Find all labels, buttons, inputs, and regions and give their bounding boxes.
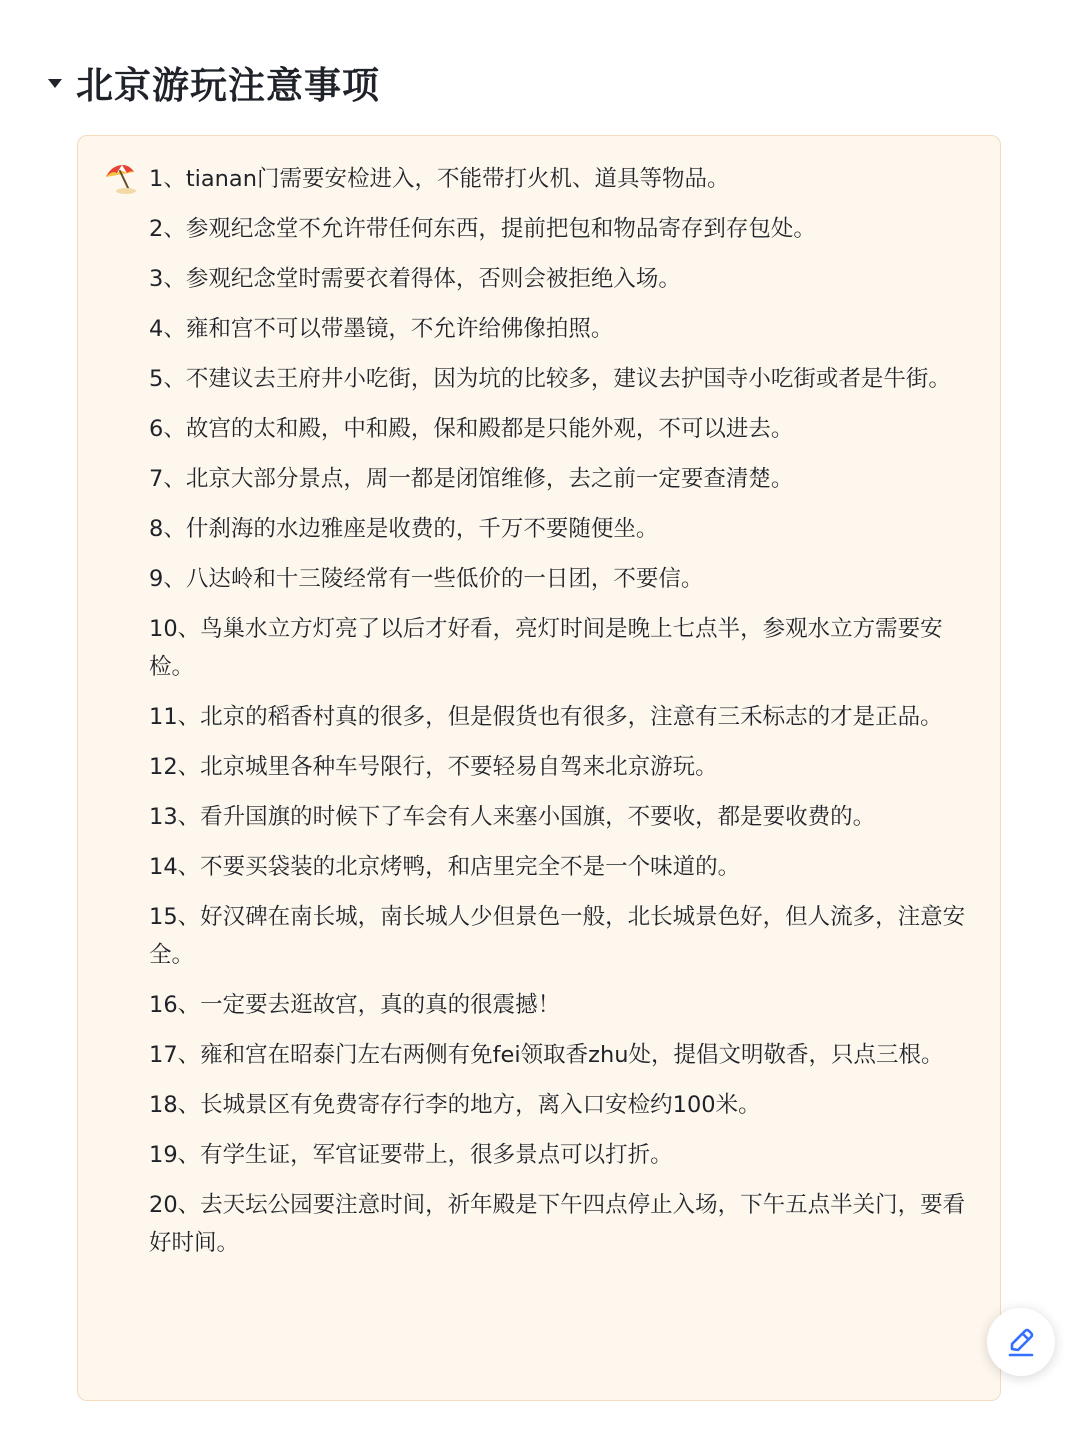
list-item: 15、好汉碑在南长城，南长城人少但景色一般，北长城景色好，但人流多，注意安全。: [149, 904, 966, 968]
list-item: 13、看升国旗的时候下了车会有人来塞小国旗，不要收，都是要收费的。: [149, 804, 876, 830]
list-item: 8、什刹海的水边雅座是收费的，千万不要随便坐。: [149, 516, 659, 542]
list-item: 6、故宫的太和殿，中和殿，保和殿都是只能外观，不可以进去。: [149, 416, 794, 442]
list-item: 2、参观纪念堂不允许带任何东西，提前把包和物品寄存到存包处。: [149, 216, 816, 242]
list-item: 5、不建议去王府井小吃街，因为坑的比较多，建议去护国寺小吃街或者是牛街。: [149, 366, 951, 392]
edit-button[interactable]: [987, 1308, 1055, 1376]
list-item: 3、参观纪念堂时需要衣着得体，否则会被拒绝入场。: [149, 266, 681, 292]
page-title: 北京游玩注意事项: [76, 64, 380, 107]
list-item: 16、一定要去逛故宫，真的真的很震撼！: [149, 992, 561, 1018]
list-item: 10、鸟巢水立方灯亮了以后才好看，亮灯时间是晚上七点半，参观水立方需要安检。: [149, 616, 943, 680]
list-item: 17、雍和宫在昭泰门左右两侧有免fei领取香zhu处，提倡文明敬香，只点三根。: [149, 1042, 944, 1068]
list-item: 14、不要买袋装的北京烤鸭，和店里完全不是一个味道的。: [149, 854, 741, 880]
list-item: 11、北京的稻香村真的很多，但是假货也有很多，注意有三禾标志的才是正品。: [149, 704, 943, 730]
beach-umbrella-icon: [102, 160, 138, 196]
list-item: 12、北京城里各种车号限行，不要轻易自驾来北京游玩。: [149, 754, 718, 780]
list-item: 4、雍和宫不可以带墨镜，不允许给佛像拍照。: [149, 316, 614, 342]
list-item: 18、长城景区有免费寄存行李的地方，离入口安检约100米。: [149, 1092, 761, 1118]
list-item: 19、有学生证，军官证要带上，很多景点可以打折。: [149, 1142, 673, 1168]
list-item: 9、八达岭和十三陵经常有一些低价的一日团，不要信。: [149, 566, 704, 592]
pencil-icon: [1004, 1325, 1038, 1359]
list-item: 1、tianan门需要安检进入，不能带打火机、道具等物品。: [149, 166, 730, 192]
collapse-caret-icon[interactable]: [48, 79, 62, 88]
callout-block: [77, 135, 1001, 1401]
notice-list: [149, 160, 975, 1274]
list-item: 20、去天坛公园要注意时间，祈年殿是下午四点停止入场，下午五点半关门，要看好时间。: [149, 1192, 966, 1256]
page-header: [48, 52, 380, 112]
list-item: 7、北京大部分景点，周一都是闭馆维修，去之前一定要查清楚。: [149, 466, 794, 492]
